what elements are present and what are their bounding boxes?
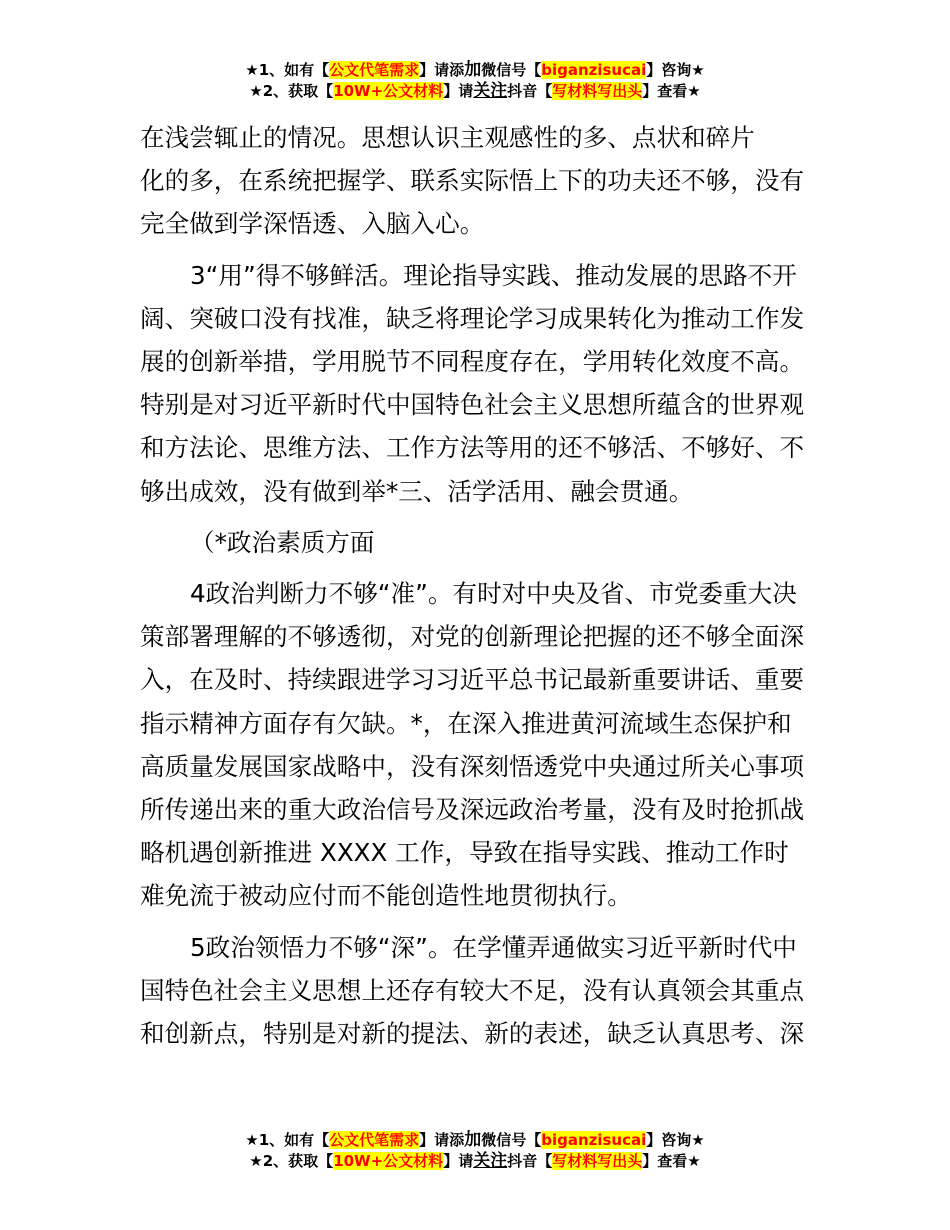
text-line: 所传递出来的重大政治信号及深远政治考量，没有及时抢抓战 [140, 795, 805, 825]
banner-highlight: 写材料写出头 [552, 1152, 643, 1170]
banner-line-1 [0, 1130, 950, 1151]
banner-text: ★1、如有【 [245, 61, 330, 79]
banner-text: 】查看★ [642, 82, 701, 100]
banner-line-1 [0, 60, 950, 81]
text-line: 指示精神方面存有欠缺。*，在深入推进黄河流域生态保护和 [140, 708, 792, 738]
banner-text: 关注 [473, 81, 508, 101]
text-line: 5政治领悟力不够“深”。在学懂弄通做实习近平新时代中 [190, 932, 797, 962]
banner-highlight: 10W+公文材料 [333, 1152, 444, 1170]
text-line: 完全做到学深悟透、入脑入心。 [140, 209, 485, 239]
text-line: 和创新点，特别是对新的提法、新的表述，缺乏认真思考、深 [140, 1019, 805, 1049]
banner-line-2 [0, 1151, 950, 1172]
banner-highlight: 公文代笔需求 [329, 1131, 420, 1149]
text-line: 在浅尝辄止的情况。思想认识主观感性的多、点状和碎片 [140, 123, 755, 152]
banner-wechat-id: biganzisucai [541, 1131, 647, 1149]
text-line: 策部署理解的不够透彻，对党的创新理论把握的还不够全面深 [140, 622, 805, 652]
footer-banner [0, 1130, 950, 1172]
text-line: 展的创新举措，学用脱节不同程度存在，学用转化效度不高。 [140, 347, 805, 377]
paragraph [140, 572, 812, 918]
text-line: 化的多，在系统把握学、联系实际悟上下的功夫还不够，没有 [140, 166, 805, 196]
banner-text: ★2、获取【 [249, 82, 334, 100]
banner-highlight: 10W+公文材料 [333, 82, 444, 100]
text-line: 入，在及时、持续跟进学习习近平总书记最新重要讲话、重要 [140, 665, 805, 695]
paragraph [140, 254, 812, 513]
text-line: 3“用”得不够鲜活。理论指导实践、推动发展的思路不开 [190, 260, 797, 290]
text-line: （*政治素质方面 [190, 527, 375, 557]
banner-wechat-id: biganzisucai [541, 61, 647, 79]
text-line: 和方法论、思维方法、工作方法等用的还不够活、不够好、不 [140, 433, 805, 463]
text-line: 国特色社会主义思想上还存有较大不足，没有认真领会其重点 [140, 975, 805, 1005]
banner-highlight: 公文代笔需求 [329, 61, 420, 79]
banner-text: 加 [464, 60, 482, 80]
text-line: 略机遇创新推进 XXXX 工作，导致在指导实践、推动工作时 [140, 838, 789, 868]
banner-text: 】请添 [419, 1131, 465, 1149]
banner-highlight: 写材料写出头 [552, 82, 643, 100]
text-line: 够出成效，没有做到举*三、活学活用、融会贯通。 [140, 476, 694, 506]
banner-text: 加 [464, 1130, 482, 1150]
section-heading [140, 521, 812, 564]
banner-text: 】咨询★ [646, 1131, 705, 1149]
banner-text: 微信号【 [481, 1131, 542, 1149]
text-line: 难免流于被动应付而不能创造性地贯彻执行。 [140, 881, 632, 911]
banner-text: 抖音【 [507, 1152, 553, 1170]
text-line: 高质量发展国家战略中，没有深刻悟透党中央通过所关心事项 [140, 751, 805, 781]
paragraph [140, 116, 812, 246]
header-banner [0, 60, 950, 102]
banner-text: 】咨询★ [646, 61, 705, 79]
banner-text: 】查看★ [642, 1152, 701, 1170]
banner-line-2 [0, 81, 950, 102]
paragraph [140, 926, 812, 1056]
text-line: 阔、突破口没有找准，缺乏将理论学习成果转化为推动工作发 [140, 303, 805, 333]
banner-text: 抖音【 [507, 82, 553, 100]
banner-text: 】请添 [419, 61, 465, 79]
text-line: 特别是对习近平新时代中国特色社会主义思想所蕴含的世界观 [140, 390, 805, 420]
banner-text: 关注 [473, 1151, 508, 1171]
banner-text: 】请 [443, 82, 474, 100]
document-body [140, 116, 812, 1063]
text-line: 4政治判断力不够“准”。有时对中央及省、市党委重大决 [190, 579, 797, 609]
banner-text: 】请 [443, 1152, 474, 1170]
banner-text: ★2、获取【 [249, 1152, 334, 1170]
banner-text: 微信号【 [481, 61, 542, 79]
banner-text: ★1、如有【 [245, 1131, 330, 1149]
